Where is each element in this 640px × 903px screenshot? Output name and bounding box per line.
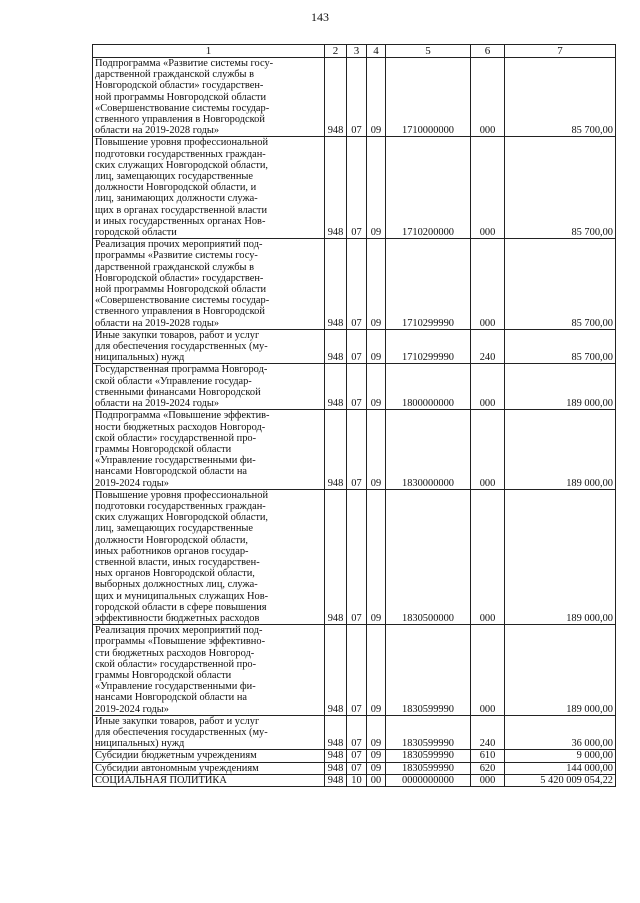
column-header: 1 <box>93 45 325 58</box>
code-ved-cell: 948 <box>325 762 347 774</box>
code-section-cell: 07 <box>347 137 367 239</box>
code-ved-cell: 948 <box>325 489 347 624</box>
code-ved-cell: 948 <box>325 774 347 786</box>
table-row <box>93 239 616 330</box>
table-row <box>93 762 616 774</box>
code-ved-cell: 948 <box>325 137 347 239</box>
code-section-cell: 10 <box>347 774 367 786</box>
code-subsection-cell: 00 <box>367 774 386 786</box>
row-name-cell: Государственная программа Новгород- ской области «Управление государ- ственными финансами Новгородской области на 2019-2024 годы» <box>93 364 325 410</box>
column-header: 4 <box>367 45 386 58</box>
table-header-row <box>93 45 616 58</box>
column-header: 6 <box>471 45 505 58</box>
table-row <box>93 410 616 489</box>
row-name-cell: Субсидии бюджетным учреждениям <box>93 750 325 762</box>
code-target-cell: 1710000000 <box>386 58 471 137</box>
code-expense-type-cell: 000 <box>471 58 505 137</box>
row-name-cell: Иные закупки товаров, работ и услуг для обеспечения государственных (му- ниципальных) нужд <box>93 715 325 750</box>
code-subsection-cell: 09 <box>367 762 386 774</box>
code-target-cell: 1830500000 <box>386 489 471 624</box>
table-row <box>93 489 616 624</box>
code-subsection-cell: 09 <box>367 489 386 624</box>
code-target-cell: 1830599990 <box>386 715 471 750</box>
column-header: 5 <box>386 45 471 58</box>
code-section-cell: 07 <box>347 715 367 750</box>
code-target-cell: 1830000000 <box>386 410 471 489</box>
budget-table <box>92 44 616 787</box>
amount-cell: 85 700,00 <box>505 58 616 137</box>
table-row <box>93 329 616 364</box>
table-row <box>93 137 616 239</box>
code-section-cell: 07 <box>347 239 367 330</box>
code-expense-type-cell: 000 <box>471 137 505 239</box>
code-subsection-cell: 09 <box>367 625 386 716</box>
row-name-cell: Подпрограмма «Развитие системы госу- дарственной гражданской службы в Новгородской области» государствен- ной программы Новгородской области «Совершенствование системы государ- ственного управления в Новгородской области на 2019-2028 годы» <box>93 58 325 137</box>
code-target-cell: 1830599990 <box>386 625 471 716</box>
amount-cell: 9 000,00 <box>505 750 616 762</box>
code-ved-cell: 948 <box>325 364 347 410</box>
code-subsection-cell: 09 <box>367 239 386 330</box>
code-subsection-cell: 09 <box>367 364 386 410</box>
code-section-cell: 07 <box>347 410 367 489</box>
code-expense-type-cell: 000 <box>471 364 505 410</box>
code-expense-type-cell: 000 <box>471 489 505 624</box>
table-row <box>93 364 616 410</box>
code-expense-type-cell: 000 <box>471 410 505 489</box>
row-name-cell: Реализация прочих мероприятий под- программы «Повышение эффективно- сти бюджетных расходов Новгород- ской области» государственной про- граммы Новгородской области «Управление государственными фи- нансами Новгородской области на 2019-2024 годы» <box>93 625 325 716</box>
row-name-cell: Повышение уровня профессиональной подготовки государственных граждан- ских служащих Новгородской области, лиц, замещающих государственные должности Новгородской области, и лиц, занимающих должности служа- щих в органах государственной власти и иных государственных органах Нов- городской области <box>93 137 325 239</box>
table-row <box>93 774 616 786</box>
row-name-cell: Реализация прочих мероприятий под- программы «Развитие системы госу- дарственной гражданской службы в Новгородской области» государствен- ной программы Новгородской области «Совершенствование системы государ- ственного управления в Новгородской области на 2019-2028 годы» <box>93 239 325 330</box>
code-ved-cell: 948 <box>325 239 347 330</box>
code-section-cell: 07 <box>347 625 367 716</box>
code-section-cell: 07 <box>347 58 367 137</box>
page-number: 143 <box>311 10 329 24</box>
code-ved-cell: 948 <box>325 329 347 364</box>
code-ved-cell: 948 <box>325 410 347 489</box>
code-subsection-cell: 09 <box>367 58 386 137</box>
code-ved-cell: 948 <box>325 625 347 716</box>
code-expense-type-cell: 610 <box>471 750 505 762</box>
code-section-cell: 07 <box>347 762 367 774</box>
code-expense-type-cell: 240 <box>471 715 505 750</box>
row-name-cell: Иные закупки товаров, работ и услуг для обеспечения государственных (му- ниципальных) нужд <box>93 329 325 364</box>
row-name-cell: Повышение уровня профессиональной подготовки государственных граждан- ских служащих Новгородской области, лиц, замещающих государственные должности Новгородской области, иных работников органов государ- ственной власти, иных государствен- ных органов Новгородской области, выборных должностных лиц, служа- щих и муниципальных служащих Нов- городской области в сфере повышения эффективности бюджетных расходов <box>93 489 325 624</box>
amount-cell: 189 000,00 <box>505 364 616 410</box>
amount-cell: 144 000,00 <box>505 762 616 774</box>
amount-cell: 189 000,00 <box>505 410 616 489</box>
code-target-cell: 1830599990 <box>386 762 471 774</box>
code-target-cell: 1710299990 <box>386 329 471 364</box>
table-row <box>93 750 616 762</box>
code-subsection-cell: 09 <box>367 715 386 750</box>
row-name-cell: Субсидии автономным учреждениям <box>93 762 325 774</box>
amount-cell: 5 420 009 054,22 <box>505 774 616 786</box>
code-expense-type-cell: 000 <box>471 239 505 330</box>
table-row <box>93 715 616 750</box>
amount-cell: 189 000,00 <box>505 489 616 624</box>
code-ved-cell: 948 <box>325 750 347 762</box>
row-name-cell: Подпрограмма «Повышение эффектив- ности бюджетных расходов Новгород- ской области» государственной про- граммы Новгородской области «Управление государственными фи- нансами Новгородской области на 2019-2024 годы» <box>93 410 325 489</box>
code-expense-type-cell: 000 <box>471 774 505 786</box>
code-section-cell: 07 <box>347 489 367 624</box>
code-subsection-cell: 09 <box>367 137 386 239</box>
table-row <box>93 58 616 137</box>
table-row <box>93 625 616 716</box>
amount-cell: 85 700,00 <box>505 137 616 239</box>
code-subsection-cell: 09 <box>367 750 386 762</box>
code-ved-cell: 948 <box>325 58 347 137</box>
amount-cell: 189 000,00 <box>505 625 616 716</box>
code-ved-cell: 948 <box>325 715 347 750</box>
code-target-cell: 1800000000 <box>386 364 471 410</box>
amount-cell: 85 700,00 <box>505 329 616 364</box>
code-expense-type-cell: 620 <box>471 762 505 774</box>
code-target-cell: 0000000000 <box>386 774 471 786</box>
amount-cell: 85 700,00 <box>505 239 616 330</box>
code-expense-type-cell: 240 <box>471 329 505 364</box>
code-target-cell: 1830599990 <box>386 750 471 762</box>
column-header: 3 <box>347 45 367 58</box>
code-subsection-cell: 09 <box>367 329 386 364</box>
code-target-cell: 1710299990 <box>386 239 471 330</box>
code-section-cell: 07 <box>347 329 367 364</box>
amount-cell: 36 000,00 <box>505 715 616 750</box>
row-name-cell: СОЦИАЛЬНАЯ ПОЛИТИКА <box>93 774 325 786</box>
code-section-cell: 07 <box>347 750 367 762</box>
code-section-cell: 07 <box>347 364 367 410</box>
code-subsection-cell: 09 <box>367 410 386 489</box>
code-target-cell: 1710200000 <box>386 137 471 239</box>
code-expense-type-cell: 000 <box>471 625 505 716</box>
column-header: 2 <box>325 45 347 58</box>
column-header: 7 <box>505 45 616 58</box>
